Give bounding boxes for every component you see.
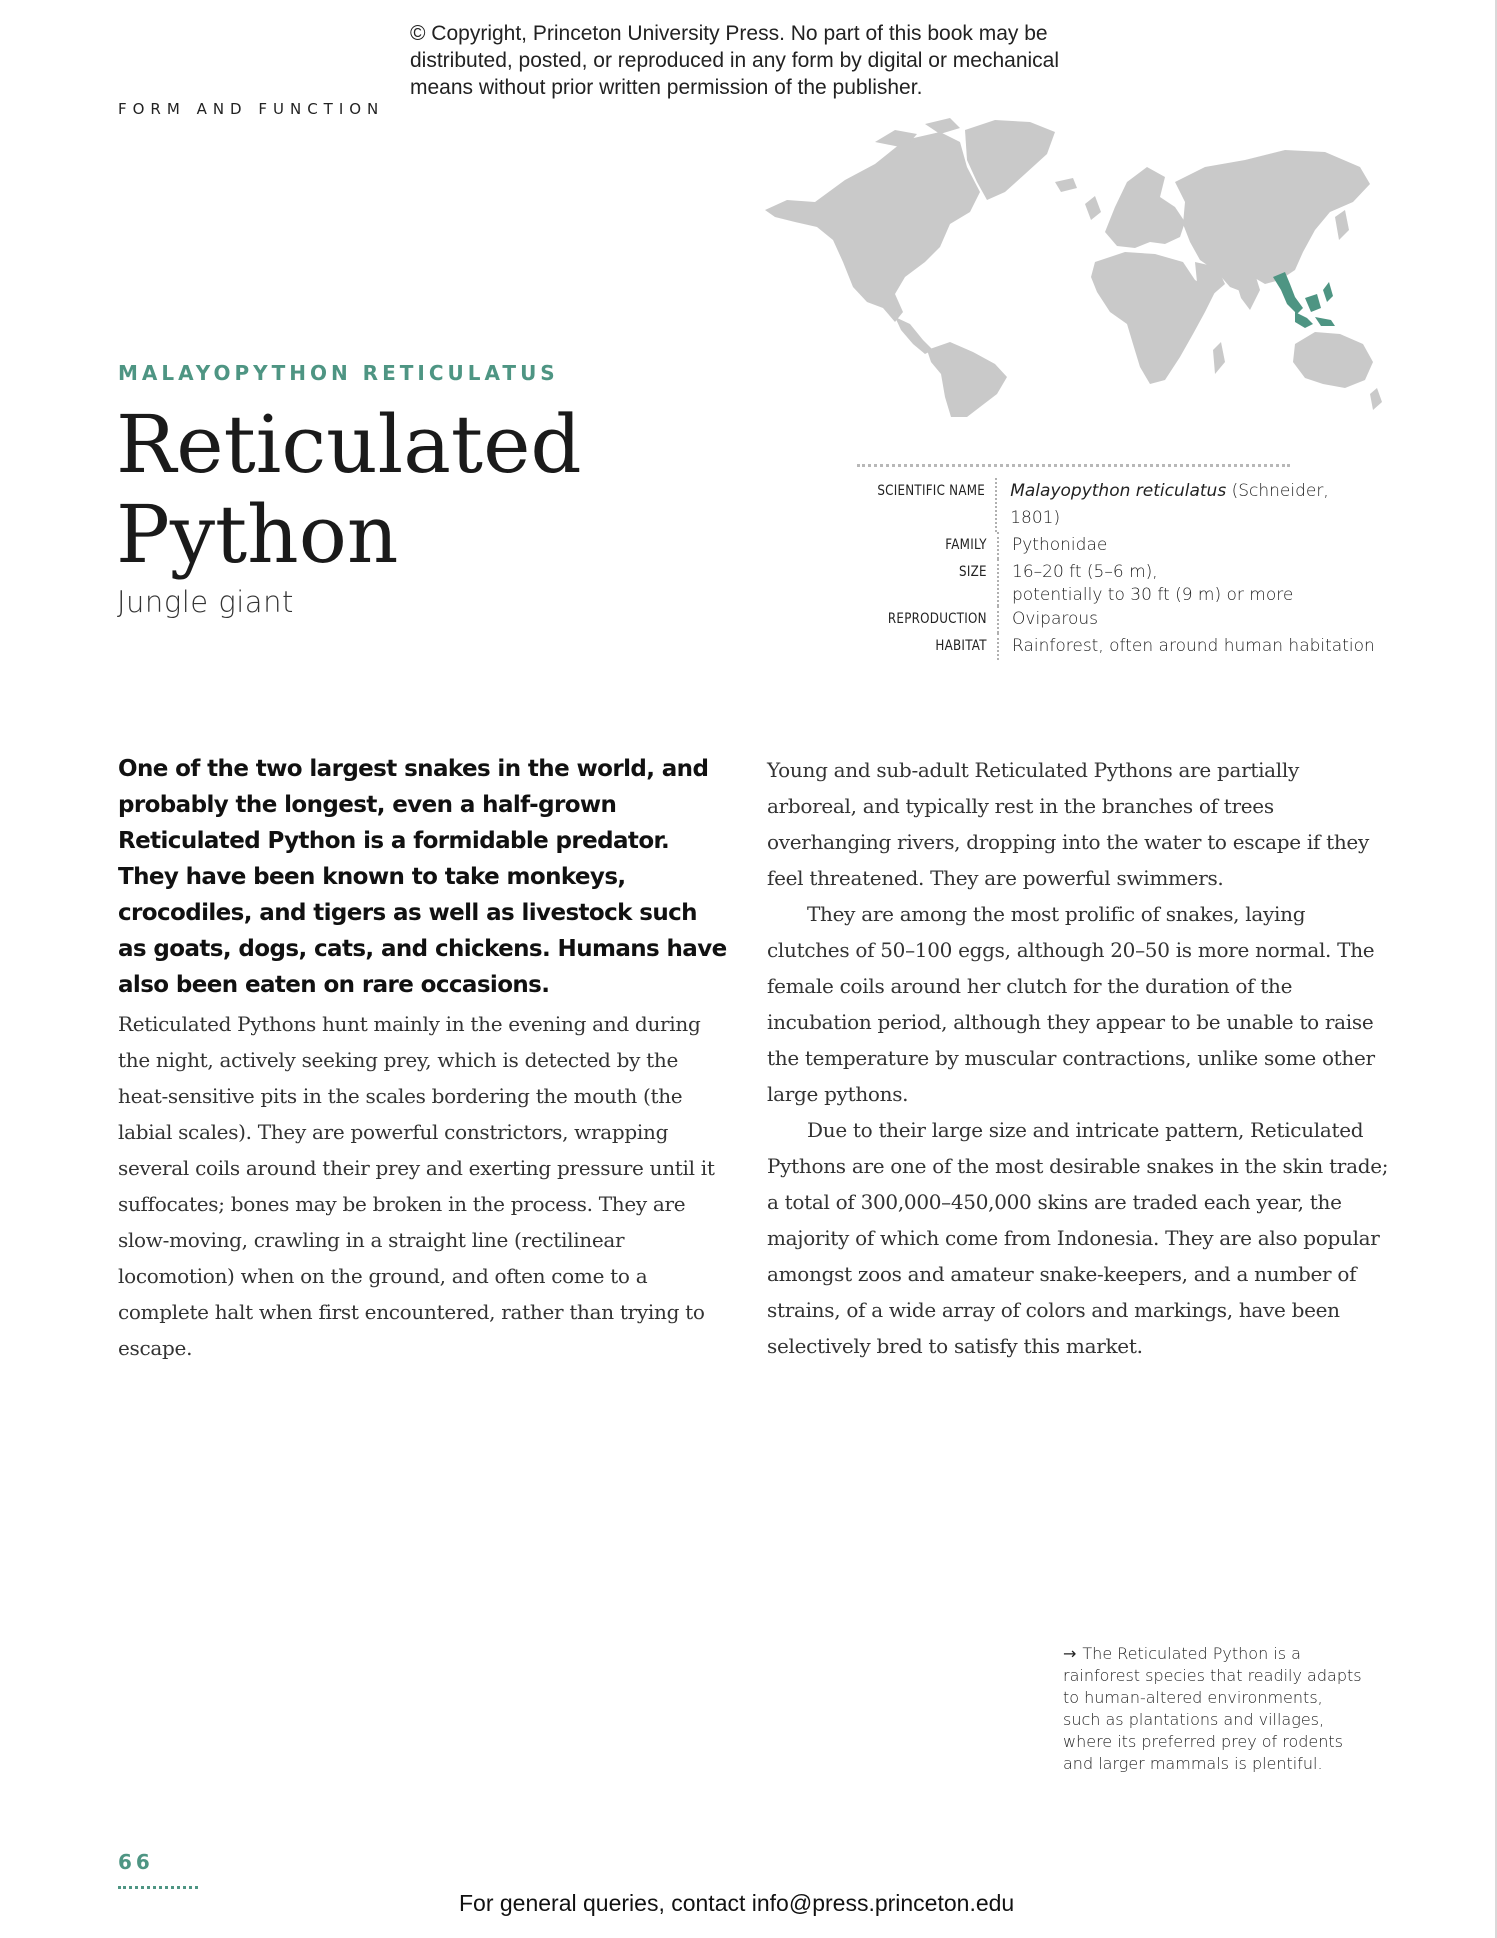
footer-contact: For general queries, contact info@press.princeton.edu	[459, 1890, 1015, 1916]
fact-label: SCIENTIFIC NAME	[877, 483, 986, 499]
body-text-right	[767, 752, 1392, 1364]
copyright-line-1: © Copyright, Princeton University Press. No part of this book may be	[410, 22, 1048, 45]
fact-row-family	[820, 532, 1380, 559]
fact-value-line-1: 16–20 ft (5–6 m),	[1012, 562, 1158, 582]
facts-divider	[857, 464, 1290, 467]
copyright-notice	[410, 20, 1130, 101]
fact-separator	[997, 606, 999, 633]
title-line-2: Python	[116, 488, 399, 581]
fact-label: REPRODUCTION	[887, 611, 987, 627]
map-land	[765, 118, 1382, 417]
arrow-right-icon: →	[1063, 1644, 1077, 1663]
fact-label: SIZE	[959, 564, 987, 580]
copyright-line-3: means without prior written permission of the publisher.	[410, 76, 923, 99]
body-paragraph: Young and sub-adult Reticulated Pythons are partially arboreal, and typically rest in the branches of trees overhanging rivers, dropping into the water to escape if they feel threatened. They are powerful swimmers.	[767, 758, 1369, 890]
page-title	[116, 400, 716, 580]
fact-row-scientific-name	[820, 478, 1380, 532]
title-line-1: Reticulated	[116, 398, 582, 491]
common-nickname: Jungle giant	[117, 585, 294, 619]
fact-value: Rainforest, often around human habitation	[1012, 636, 1375, 656]
lead-paragraph: One of the two largest snakes in the world, and probably the longest, even a half-grown Reticulated Python is a formidable predator. They have been known to take monkeys, crocodiles, and tigers as well as livestock such as goats, dogs, cats, and chickens. Humans have also been eaten on rare occasions.	[118, 756, 727, 998]
fact-separator	[997, 559, 999, 606]
fact-value-line-2: potentially to 30 ft (9 m) or more	[1012, 585, 1294, 605]
body-paragraph: Due to their large size and intricate pattern, Reticulated Pythons are one of the most desirable snakes in the skin trade; a total of 300,000–450,000 skins are traded each year, the majority of which come from Indonesia. They are also popular amongst zoos and amateur snake-keepers, and a number of strains, of a wide array of colors and markings, have been selectively bred to satisfy this market.	[767, 1118, 1389, 1358]
fact-value-author: (Schneider, 1801)	[1010, 481, 1329, 528]
fact-value	[1012, 559, 1293, 606]
fact-value: Oviparous	[1012, 609, 1099, 629]
fact-value: Pythonidae	[1012, 535, 1108, 555]
fact-row-reproduction	[820, 606, 1380, 633]
page-number-dots	[118, 1886, 198, 1889]
fact-row-size	[820, 559, 1380, 606]
world-map-icon	[755, 112, 1385, 417]
fact-separator	[997, 532, 999, 559]
body-paragraph: They are among the most prolific of snakes, laying clutches of 50–100 eggs, although 20–50 is more normal. The female coils around her clutch for the duration of the incubation period, although they appear to be unable to raise the temperature by muscular contractions, unlike some other large pythons.	[767, 902, 1375, 1106]
fact-value-italic: Malayopython reticulatus	[1010, 481, 1227, 501]
fact-row-habitat	[820, 633, 1380, 660]
page-number: 66	[118, 1850, 154, 1874]
world-range-map	[755, 112, 1385, 417]
section-header: FORM AND FUNCTION	[118, 100, 385, 118]
copyright-line-2: distributed, posted, or reproduced in any form by digital or mechanical	[410, 49, 1060, 72]
fact-separator	[995, 478, 997, 532]
fact-separator	[997, 633, 999, 660]
body-text-left: Reticulated Pythons hunt mainly in the evening and during the night, actively seeking prey, which is detected by the heat-sensitive pits in the scales bordering the mouth (the labial scales). They are powerful constrictors, wrapping several coils around their prey and exerting pressure until it suffocates; bones may be broken in the process. They are slow-moving, crawling in a straight line (rectilinear locomotion) when on the ground, and often come to a complete halt when first encountered, rather than trying to escape.	[118, 1012, 715, 1360]
fact-table	[820, 478, 1380, 660]
fact-label: FAMILY	[945, 537, 987, 553]
fact-value	[1010, 478, 1380, 532]
caption-text: The Reticulated Python is a rainforest species that readily adapts to human-altered environments, such as plantations and villages, where its preferred prey of rodents and larger mammals is plentiful.	[1063, 1644, 1362, 1773]
map-range-highlight	[1273, 272, 1335, 328]
image-caption	[1063, 1643, 1363, 1775]
scientific-name-heading: MALAYOPYTHON RETICULATUS	[118, 361, 559, 385]
fact-label: HABITAT	[935, 638, 987, 654]
